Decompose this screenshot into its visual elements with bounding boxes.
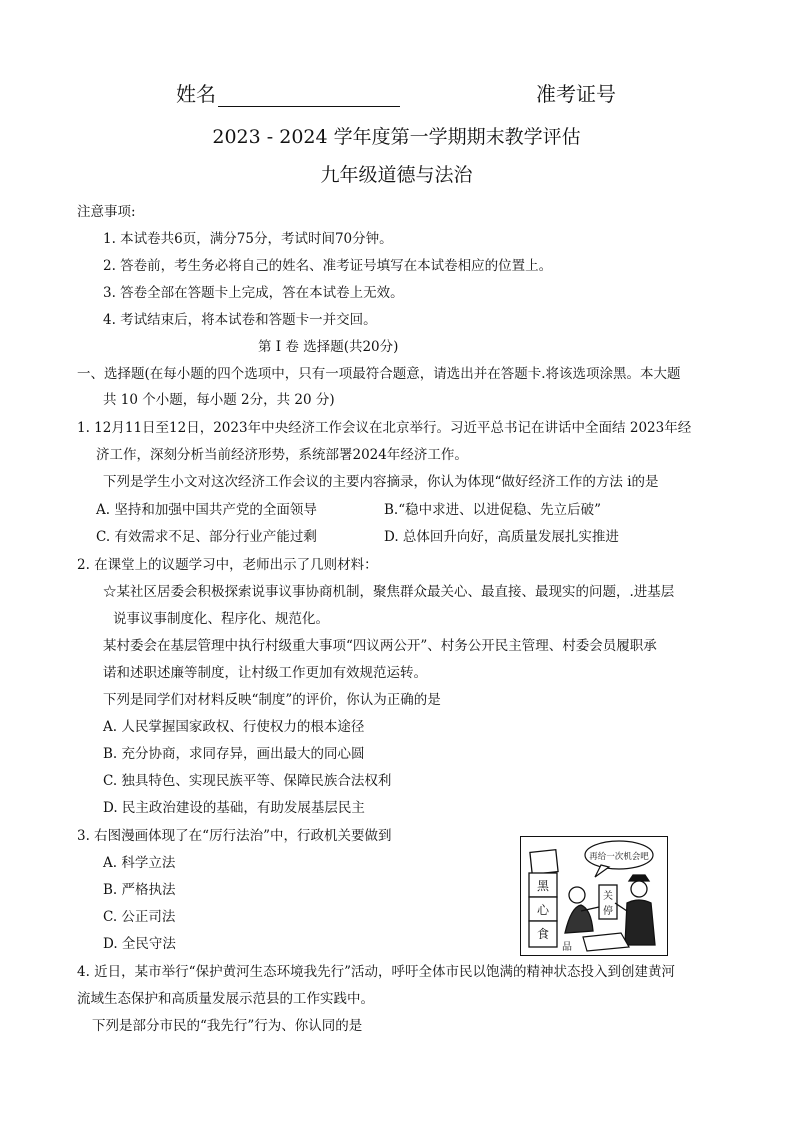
q2-option-d: D. 民主政治建设的基础，有助发展基层民主 (103, 800, 365, 816)
notes-item: 1. 本试卷共6页，满分75分，考试时间70分钟。 (103, 231, 393, 247)
q4-question: 下列是部分市民的“我先行”行为、你认同的是 (92, 1018, 363, 1034)
name-field (176, 78, 400, 107)
q1-question: 下列是学生小文对这次经济工作会议的主要内容摘录，你认为体现“做好经济工作的方法 i的是 (103, 474, 659, 490)
box-char: 心 (536, 903, 550, 917)
exam-title: 2023 - 2024 学年度第一学期期末教学评估 (212, 126, 581, 148)
sign-char: 停 (603, 906, 613, 917)
q1-option-d: D. 总体回升向好，高质量发展扎实推进 (384, 529, 619, 545)
q2-material: ☆某社区居委会积极探索说事议事协商机制，聚焦群众最关心、最直接、最现实的问题，.进基层 (103, 584, 675, 600)
q1-stem: 济工作，深刻分析当前经济形势，系统部署2024年经济工作。 (96, 447, 468, 463)
notes-item: 2. 答卷前，考生务必将自己的姓名、准考证号填写在本试卷相应的位置上。 (103, 258, 553, 274)
q3-option-b: B. 严格执法 (103, 882, 176, 898)
part1-label: 第 I 卷 选择题(共20分) (258, 339, 399, 355)
q2-material: 某村委会在基层管理中执行村级重大事项“四议两公开”、村务公开民主管理、村委会员履职承 (103, 638, 657, 654)
exam-id-label: 准考证号 (536, 82, 616, 106)
sign-char: 关 (603, 891, 613, 902)
name-label: 姓名 (176, 82, 216, 106)
q1-option-b: B.“稳中求进、以进促稳、先立后破” (384, 502, 602, 518)
box-char: 品 (562, 942, 572, 953)
q2-option-a: A. 人民掌握国家政权、行使权力的根本途径 (103, 719, 365, 735)
q2-material: 诺和述职述廉等制度，让村级工作更加有效规范运转。 (103, 665, 427, 681)
q3-stem: 3. 右图漫画体现了在“厉行法治”中，行政机关要做到 (77, 828, 392, 844)
q1-option-a: A. 坚持和加强中国共产党的全面领导 (96, 502, 317, 518)
exam-subject: 九年级道德与法治 (320, 164, 473, 186)
name-underline (218, 84, 400, 107)
q2-option-c: C. 独具特色、实现民族平等、保障民族合法权利 (103, 773, 392, 789)
box-char: 黑 (536, 879, 550, 893)
q4-stem: 流域生态保护和高质量发展示范县的工作实践中。 (77, 991, 374, 1007)
part1-instruction: 共 10 个小题，每小题 2分，共 20 分) (103, 392, 335, 408)
q2-material: 说事议事制度化、程序化、规范化。 (113, 611, 329, 627)
q1-stem: 1. 12月11日至12日，2023年中央经济工作会议在北京举行。习近平总书记在讲话中全面结 2023年经 (77, 420, 692, 436)
q3-comic-image (520, 836, 668, 956)
part1-instruction: 一、选择题(在每小题的四个选项中，只有一项最符合题意，请选出并在答题卡.将该选项涂黑。本大题 (77, 366, 681, 382)
q4-stem: 4. 近日，某市举行“保护黄河生态环境我先行”活动，呼吁全体市民以饱满的精神状态投入到创建黄河 (77, 964, 675, 980)
box-char: 食 (536, 927, 550, 941)
q2-stem: 2. 在课堂上的议题学习中，老师出示了几则材料： (77, 557, 378, 573)
notes-item: 4. 考试结束后，将本试卷和答题卡一并交回。 (103, 312, 377, 328)
speech-bubble-text: 再给一次机会吧 (589, 852, 649, 862)
q1-option-c: C. 有效需求不足、部分行业产能过剩 (96, 529, 317, 545)
notes-item: 3. 答卷全部在答题卡上完成，答在本试卷上无效。 (103, 285, 404, 301)
q3-option-c: C. 公正司法 (103, 909, 176, 925)
q2-question: 下列是同学们对材料反映“制度”的评价，你认为正确的是 (103, 692, 441, 708)
q3-option-a: A. 科学立法 (103, 855, 176, 871)
notes-heading: 注意事项: (77, 204, 136, 220)
q2-option-b: B. 充分协商，求同存异，画出最大的同心圆 (103, 746, 365, 762)
q3-option-d: D. 全民守法 (103, 936, 176, 952)
comic-illustration (521, 837, 667, 955)
